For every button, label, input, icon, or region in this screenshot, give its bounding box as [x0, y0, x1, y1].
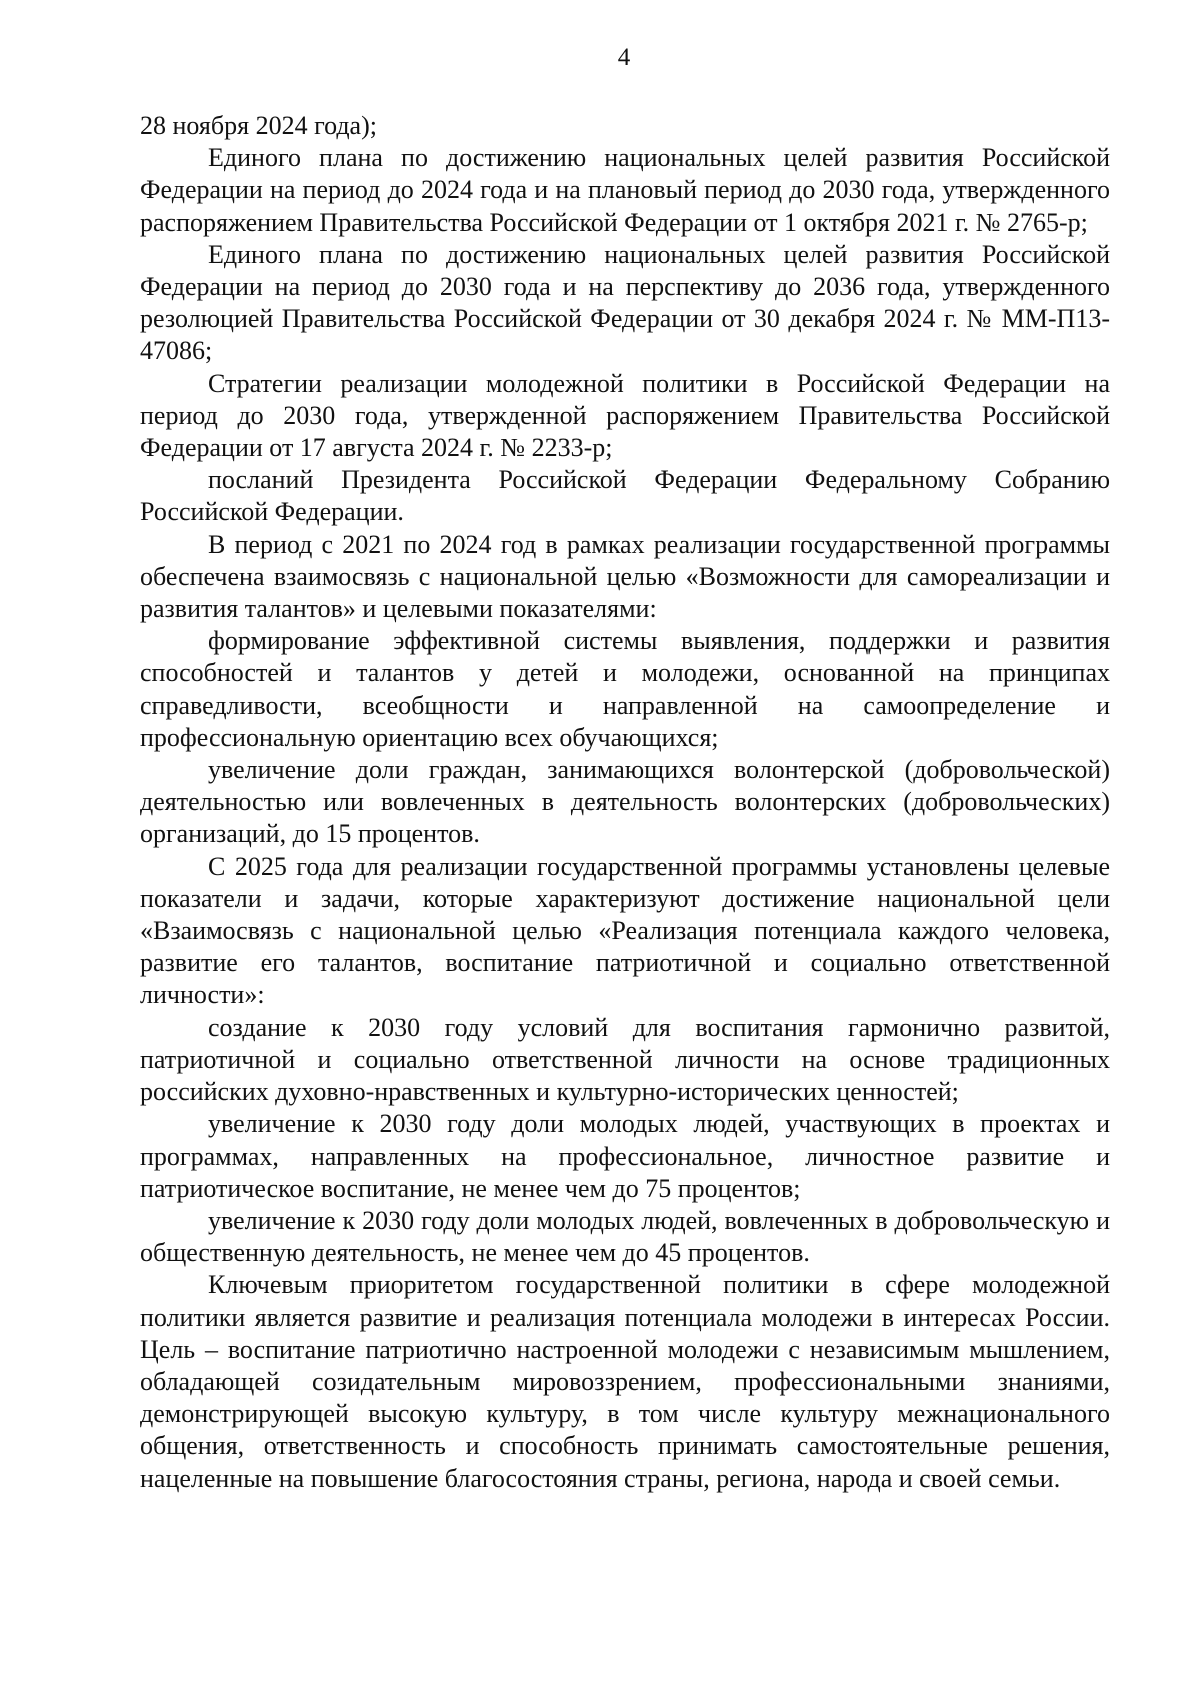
- paragraph-presidential-addresses: посланий Президента Российской Федерации Федеральному Собранию Российской Федерации.: [140, 465, 1110, 527]
- paragraph-from-2025: С 2025 года для реализации государственной программы установлены целевые показатели и задачи, которые характеризуют достижение национальной цели «Взаимосвязь с национальной целью «Реализация потенциала каждого человека, развитие его талантов, воспитание патриотичной и социально ответственной личности»:: [140, 851, 1110, 1010]
- paragraph-youth-policy-strategy: Стратегии реализации молодежной политики в Российской Федерации на период до 2030 года, утвержденной распоряжением Правительства Российской Федерации от 17 августа 2024 г. № 2233-р;: [140, 368, 1110, 463]
- paragraph-unified-plan-2030: Единого плана по достижению национальных целей развития Российской Федерации на период до 2030 года и на перспективу до 2036 года, утвержденного резолюцией Правительства Российской Федерации от 30 декабря 2024 г. № ММ-П13-47086;: [140, 239, 1110, 366]
- paragraph-period-2021-2024: В период с 2021 по 2024 год в рамках реализации государственной программы обеспечена взаимосвязь с национальной целью «Возможности для самореализации и развития талантов» и целевыми показателями:: [140, 529, 1110, 624]
- paragraph-key-priority: Ключевым приоритетом государственной политики в сфере молодежной политики является развитие и реализация потенциала молодежи в интересах России. Цель – воспитание патриотично настроенной молодежи с независимым мышлением, обладающей созидательным мировоззрением, профессиональными знаниями, демонстрирующей высокую культуру, в том числе культуру межнационального общения, ответственность и способность принимать самостоятельные решения, нацеленные на повышение благосостояния страны, региона, народа и своей семьи.: [140, 1270, 1110, 1493]
- paragraph-volunteer-share: увеличение доли граждан, занимающихся волонтерской (добровольческой) деятельностью или вовлеченных в деятельность волонтерских (добровольческих) организаций, до 15 процентов.: [140, 755, 1110, 849]
- paragraph-youth-projects-share: увеличение к 2030 году доли молодых людей, участвующих в проектах и программах, направленных на профессиональное, личностное развитие и патриотическое воспитание, не менее чем до 75 процентов;: [140, 1109, 1110, 1203]
- paragraph-harmonious-personality: создание к 2030 году условий для воспитания гармонично развитой, патриотичной и социально ответственной личности на основе традиционных российских духовно-нравственных и культурно-исторических ценностей;: [140, 1012, 1110, 1107]
- page-number: 4: [617, 44, 631, 71]
- paragraph-unified-plan-2024: Единого плана по достижению национальных целей развития Российской Федерации на период до 2024 года и на плановый период до 2030 года, утвержденного распоряжением Правительства Российской Федерации от 1 октября 2021 г. № 2765-р;: [140, 143, 1110, 237]
- paragraph-continuation: 28 ноября 2024 года);: [140, 111, 377, 140]
- paragraph-youth-volunteer-share: увеличение к 2030 году доли молодых людей, вовлеченных в добровольческую и общественную деятельность, не менее чем до 45 процентов.: [140, 1205, 1110, 1268]
- document-body: [140, 110, 1110, 1495]
- paragraph-talent-system: формирование эффективной системы выявления, поддержки и развития способностей и талантов у детей и молодежи, основанной на принципах справедливости, всеобщности и направленной на самоопределение и профессиональную ориентацию всех обучающихся;: [140, 626, 1110, 752]
